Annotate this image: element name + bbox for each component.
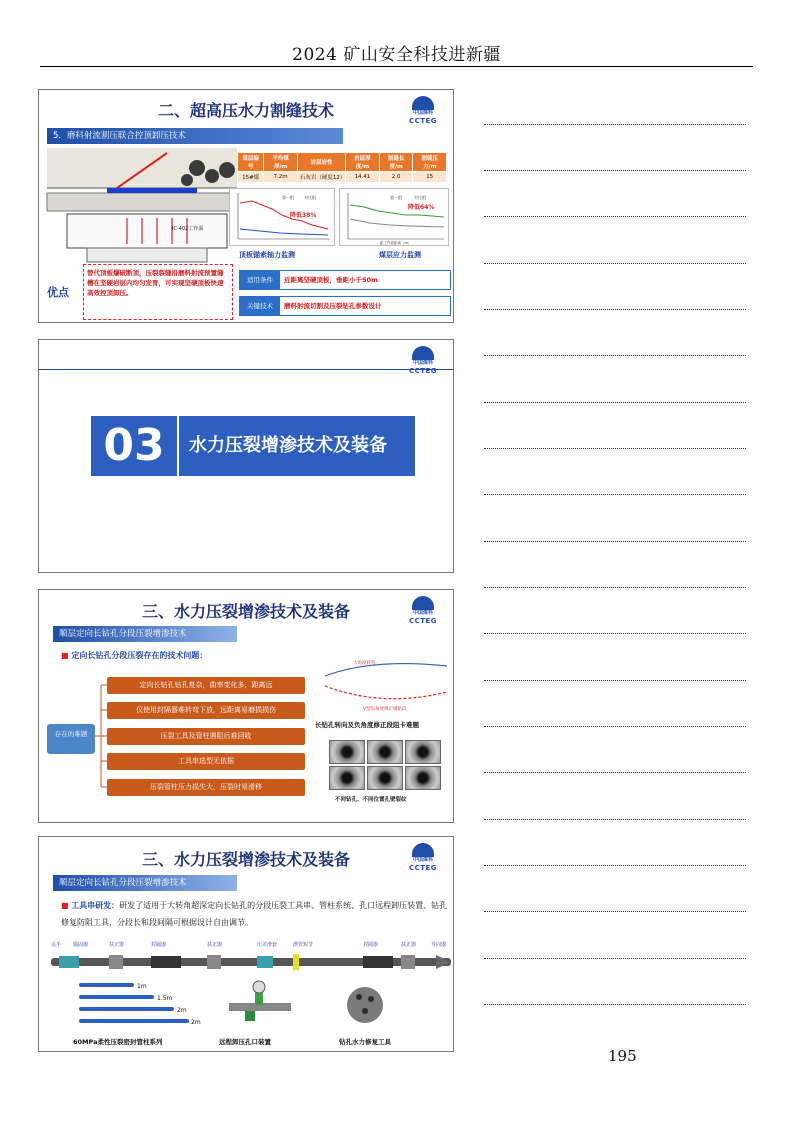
problem-item-3: 压裂工具及管柱遇阻后难回收 <box>107 728 305 745</box>
section-title: 水力压裂增渗技术及装备 <box>179 416 415 476</box>
length-1m: 1m <box>137 983 147 990</box>
chart2-caption: 煤层应力监测 <box>379 251 421 259</box>
chart1-legend-1: 第一组 <box>282 195 294 200</box>
slide-title: 三、水力压裂增渗技术及装备 <box>141 602 350 621</box>
ccteg-logo: 中国煤科 CCTEG <box>405 96 441 128</box>
curve-label-1: 大角度转弯 <box>353 661 376 666</box>
borehole-photo <box>329 766 365 790</box>
anchor-force-chart <box>229 188 335 246</box>
borehole-photo <box>405 766 441 790</box>
hydraulic-repair-tool <box>343 983 387 1027</box>
problem-item-5: 压裂管柱压力损失大，压裂时易滑移 <box>107 779 305 796</box>
borehole-photo <box>405 740 441 764</box>
page-number: 195 <box>608 1047 637 1065</box>
tree-connector <box>95 678 107 794</box>
borehole-photo <box>367 766 403 790</box>
length-2m-b: 2m <box>191 1019 201 1026</box>
tool-labels: 丢手 锚固器 扶正器 封隔器 扶正器 压差滑套 泄管短节 封隔器 扶正器 导向器 <box>51 942 447 948</box>
caption-repair: 钻孔水力修复工具 <box>339 1038 391 1046</box>
length-1-5m: 1.5m <box>157 995 173 1002</box>
page-header: 2024 矿山安全科技进新疆 <box>292 45 501 65</box>
sealed-pipe-series <box>79 979 199 1029</box>
tool-description: ■ 工具串研发：研发了适用于大转角超深定向长钻孔的分段压裂工具串、管柱系统、孔口远程卸压装置、钻孔修复防阻工具，分段长和段间隔可根据设计自由调节。 <box>61 901 448 927</box>
borehole-photo <box>329 740 365 764</box>
chart2-legend-2: 对比组 <box>414 195 426 200</box>
slide-2 <box>38 339 454 573</box>
section-number: 03 <box>91 416 177 476</box>
slide-4 <box>38 836 454 1052</box>
problem-root: 存在的难题 <box>47 724 95 754</box>
caption-pipe: 60MPa柔性压裂密封管柱系列 <box>73 1038 163 1046</box>
advantage-label: 优点 <box>47 286 69 299</box>
problem-item-4: 工具串选型无依据 <box>107 753 305 770</box>
mining-diagram <box>47 148 237 268</box>
tool-string <box>51 951 451 973</box>
problem-item-2: 仅使用封隔器难转弯下放，远距离易磨损损伤 <box>107 702 305 719</box>
slide-1 <box>38 89 454 323</box>
parameter-table: 煤层编号 平均煤厚/m 岩层岩性 岩层厚度/m 割缝长度/m 割缝压力/m 15#煤 7.2m 石灰岩（硬度12） 14.41 2.0 15 <box>237 152 447 183</box>
slide-3 <box>38 589 454 823</box>
photo-caption: 不同钻孔、不同位置孔壁裂纹 <box>335 797 407 803</box>
ccteg-logo: 中国煤科 CCTEG <box>405 346 441 378</box>
section-bar: 顺层定向长钻孔分段压裂增渗技术 <box>53 875 237 891</box>
chart2-xlabel: 距工作面距离（m） <box>380 241 412 245</box>
section-bar: 5．磨料射流割压联合控顶卸压技术 <box>47 128 343 144</box>
curve-caption: 长钻孔转向及负角度修正段阻卡难题 <box>315 721 419 729</box>
slide-title: 二、超高压水力割缝技术 <box>157 101 334 120</box>
advantage-text: 替代顶板爆破断顶，压裂裂缝沿磨料射流预置缝槽在坚硬岩层内均匀发育，可实现坚硬顶板快速高效控顶卸压。 <box>83 264 233 320</box>
condition-row-1: 适用条件 近距离坚硬顶板，垂距小于50m <box>239 270 451 290</box>
diagram-label-workface: IC-402工作面 <box>172 226 204 232</box>
section-bar: 顺层定向长钻孔分段压裂增渗技术 <box>53 626 237 642</box>
curve-label-2: V型负角度修正缓钻段 <box>363 707 407 712</box>
borehole-curve-diagram <box>323 656 449 716</box>
coal-stress-chart <box>339 188 449 246</box>
length-2m-a: 2m <box>177 1007 187 1014</box>
header-rule <box>40 66 753 67</box>
condition-row-2: 关键技术 磨料射流切割及压裂钻孔参数设计 <box>239 296 451 316</box>
slide-title: 三、水力压裂增渗技术及装备 <box>141 850 350 869</box>
problem-heading: ■ 定向长钻孔分段压裂存在的技术问题： <box>61 651 208 660</box>
caption-relief: 远程卸压孔口装置 <box>219 1038 271 1046</box>
problem-item-1: 定向长钻孔钻孔复杂，曲率变化多，距离远 <box>107 677 305 694</box>
ccteg-logo: 中国煤科 CCTEG <box>405 843 441 875</box>
slide-rule <box>39 369 453 370</box>
pressure-relief-device <box>225 977 295 1029</box>
chart1-annotation: 降低38% <box>290 212 317 219</box>
ccteg-logo: 中国煤科 CCTEG <box>405 596 441 628</box>
chart2-annotation: 降低64% <box>408 204 435 211</box>
borehole-photo <box>367 740 403 764</box>
chart1-caption: 顶板锚索轴力监测 <box>239 251 295 259</box>
chart1-legend-2: 对比组 <box>304 195 316 200</box>
chart2-legend-1: 第一组 <box>390 195 402 200</box>
